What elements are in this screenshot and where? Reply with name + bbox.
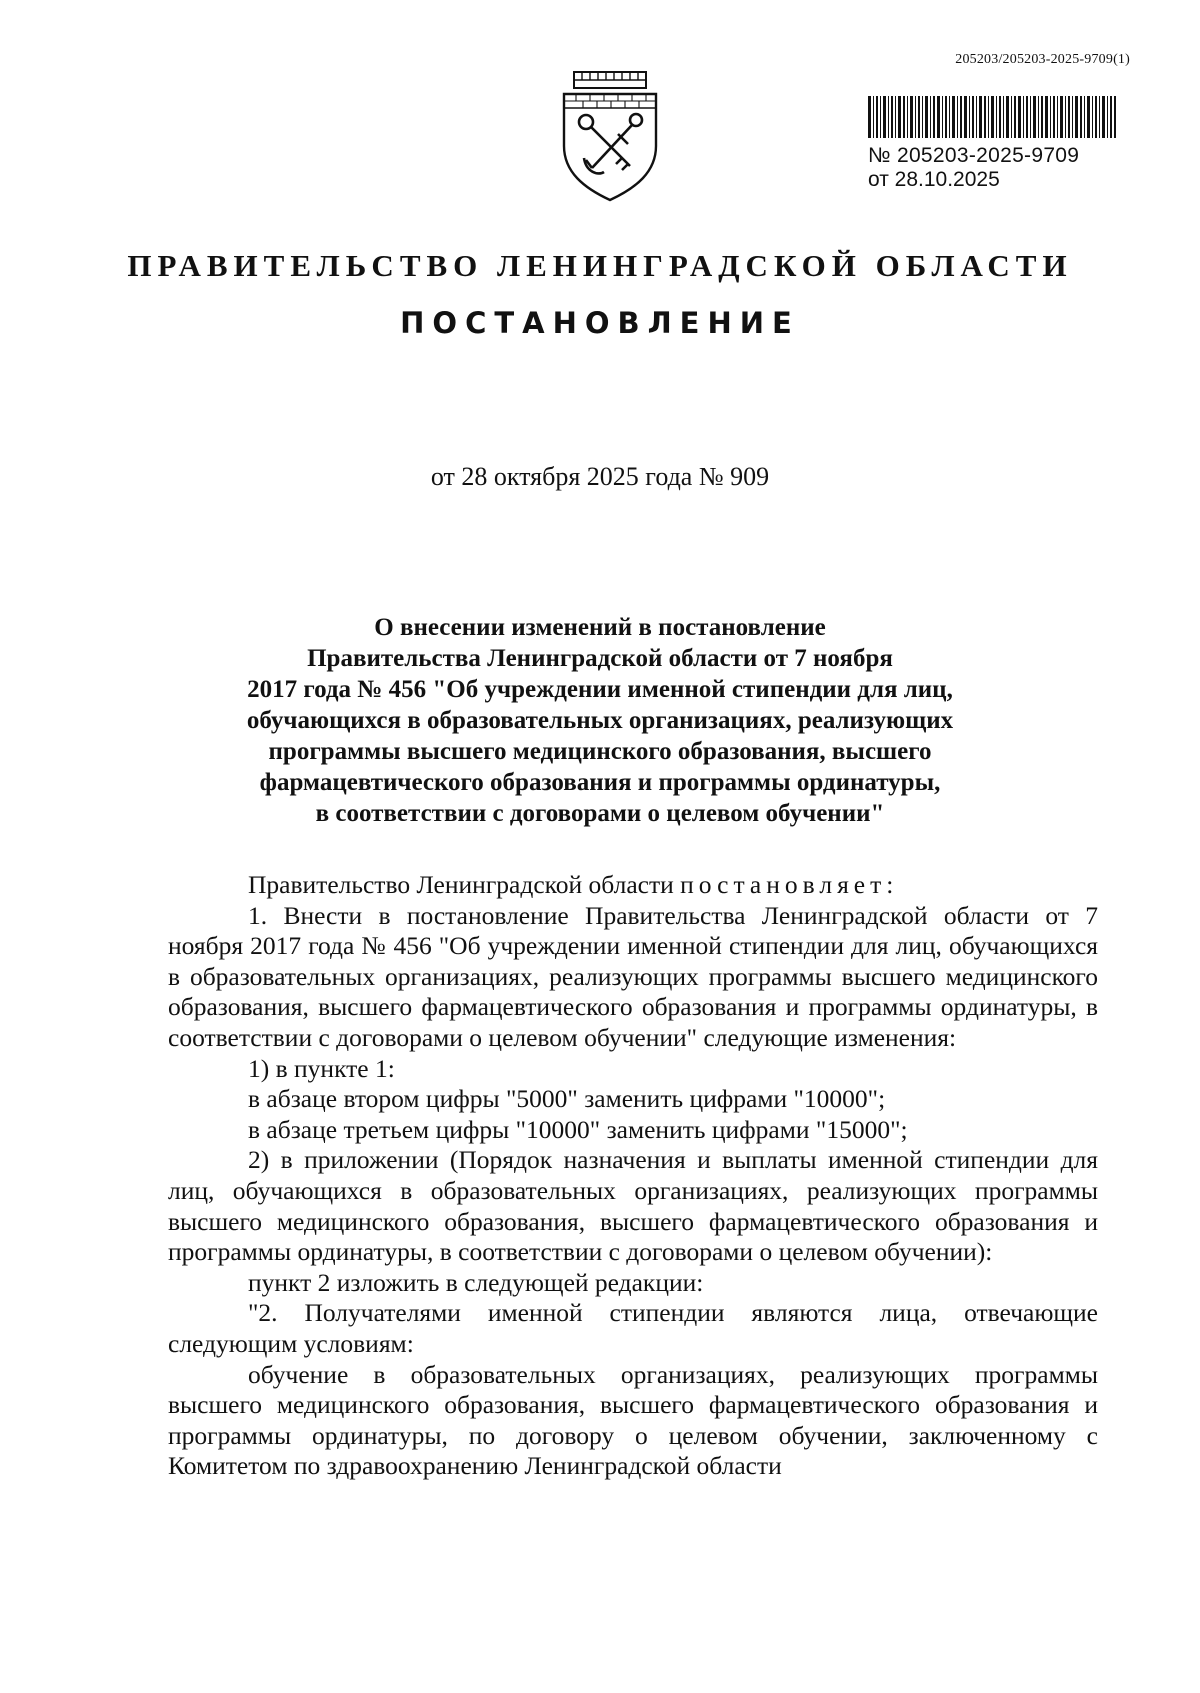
intro-paragraph	[168, 870, 1098, 901]
paragraph-3: в абзаце втором цифры "5000" заменить цифрами "10000";	[248, 1084, 886, 1114]
paragraph-8: обучение в образовательных организациях, реализующих программы высшего медицинского образования, высшего фармацевтического образования и программы ординатуры, по договору о целевом обучении, заключенному с Комитетом по здравоохранению Ленинградской области	[168, 1359, 1098, 1481]
heading-line: 2017 года № 456 "Об учреждении именной стипендии для лиц,	[247, 676, 953, 703]
heading-line: обучающихся в образовательных организациях, реализующих	[246, 707, 954, 734]
heading-line: О внесении изменений в постановление	[374, 614, 826, 641]
heading-line: программы высшего медицинского образования, высшего	[268, 738, 932, 765]
paragraph-6: пункт 2 изложить в следующей редакции:	[248, 1267, 704, 1297]
heading-line: Правительства Ленинградской области от 7 ноября	[307, 645, 893, 672]
paragraph-5: 2) в приложении (Порядок назначения и выплаты именной стипендии для лиц, обучающихся в образовательных организациях, реализующих программы высшего медицинского образования, высшего фармацевтического образования и программы ординатуры, в соответствии с договорами о целевом обучении):	[168, 1145, 1098, 1267]
barcode	[868, 96, 1116, 138]
paragraph-1: 1. Внести в постановление Правительства Ленинградской области от 7 ноября 2017 года № 456 "Об учреждении именной стипендии для лиц, обучающихся в образовательных организациях, реализующих программы высшего медицинского образования, высшего фармацевтического образования и программы ординатуры, в соответствии с договорами о целевом обучении" следующие изменения:	[168, 900, 1098, 1052]
heading-line: фармацевтического образования и программы ординатуры,	[259, 769, 941, 796]
paragraph-2: 1) в пункте 1:	[248, 1053, 395, 1083]
resolution-body	[168, 870, 1098, 1482]
resolution-date-number: от 28 октября 2025 года № 909	[430, 462, 770, 491]
intro-prefix: Правительство Ленинградской области	[248, 870, 681, 899]
paragraph-7: "2. Получателями именной стипендии являются лица, отвечающие следующим условиям:	[168, 1298, 1098, 1358]
coat-of-arms-emblem	[556, 68, 664, 204]
intro-spaced-verb: постановляет:	[680, 870, 899, 899]
paragraph-4: в абзаце третьем цифры "10000" заменить цифрами "15000";	[248, 1114, 908, 1144]
resolution-heading	[180, 612, 1020, 829]
registration-date: от 28.10.2025	[868, 168, 1000, 191]
registration-number: № 205203-2025-9709	[868, 144, 1080, 167]
government-title: ПРАВИТЕЛЬСТВО ЛЕНИНГРАДСКОЙ ОБЛАСТИ	[127, 248, 1073, 283]
heading-line: в соответствии с договорами о целевом обучении"	[315, 800, 885, 827]
document-type-title: ПОСТАНОВЛЕНИЕ	[400, 306, 800, 340]
document-id: 205203/205203-2025-9709(1)	[955, 52, 1130, 67]
